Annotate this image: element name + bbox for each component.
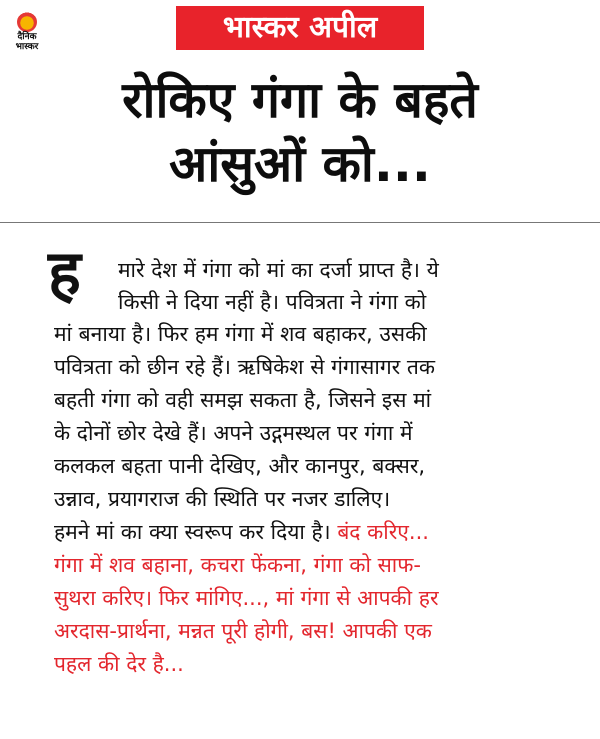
article-line: के दोनों छोर देखे हैं। अपने उद्गमस्थल पर गंगा में [54, 421, 413, 445]
article-line: मां बनाया है। फिर हम गंगा में शव बहाकर, उसकी [54, 322, 427, 346]
article-text-red: बंद करिए... [337, 520, 429, 544]
article-line-red: गंगा में शव बहाना, कचरा फेंकना, गंगा को साफ- [54, 553, 421, 577]
article-line [54, 518, 574, 546]
headline-line1: रोकिए गंगा के बहते [122, 71, 478, 129]
article-line-red: अरदास-प्रार्थना, मन्नत पूरी होगी, बस! आपकी एक [54, 619, 432, 643]
article-line: किसी ने दिया नहीं है। पवित्रता ने गंगा को [118, 290, 427, 314]
article-line: पवित्रता को छीन रहे हैं। ऋषिकेश से गंगासागर तक [54, 355, 436, 379]
appeal-banner: भास्कर अपील [176, 6, 424, 50]
divider [0, 222, 600, 223]
article-text-black: हमने मां का क्या स्वरूप कर दिया है। [54, 520, 338, 544]
logo-text-line1: दैनिक [17, 32, 37, 42]
headline [0, 68, 600, 196]
headline-line2: आंसुओं को... [169, 135, 431, 193]
article-line: बहती गंगा को वही समझ सकता है, जिसने इस मां [54, 388, 432, 412]
article-line: कलकल बहता पानी देखिए, और कानपुर, बक्सर, [54, 454, 426, 478]
drop-cap: ह [48, 236, 81, 309]
article-line-red: सुथरा करिए। फिर मांगिए..., मां गंगा से आपकी हर [54, 586, 439, 610]
article-line: मारे देश में गंगा को मां का दर्जा प्राप्त है। ये [118, 258, 439, 282]
logo-text-line2: भास्कर [15, 42, 39, 52]
dainik-bhaskar-logo [6, 12, 48, 62]
article-line: उन्नाव, प्रयागराज की स्थिति पर नजर डालिए। [54, 487, 391, 511]
sun-logo-icon [17, 12, 37, 32]
article-line-red: पहल की देर है... [54, 652, 184, 676]
